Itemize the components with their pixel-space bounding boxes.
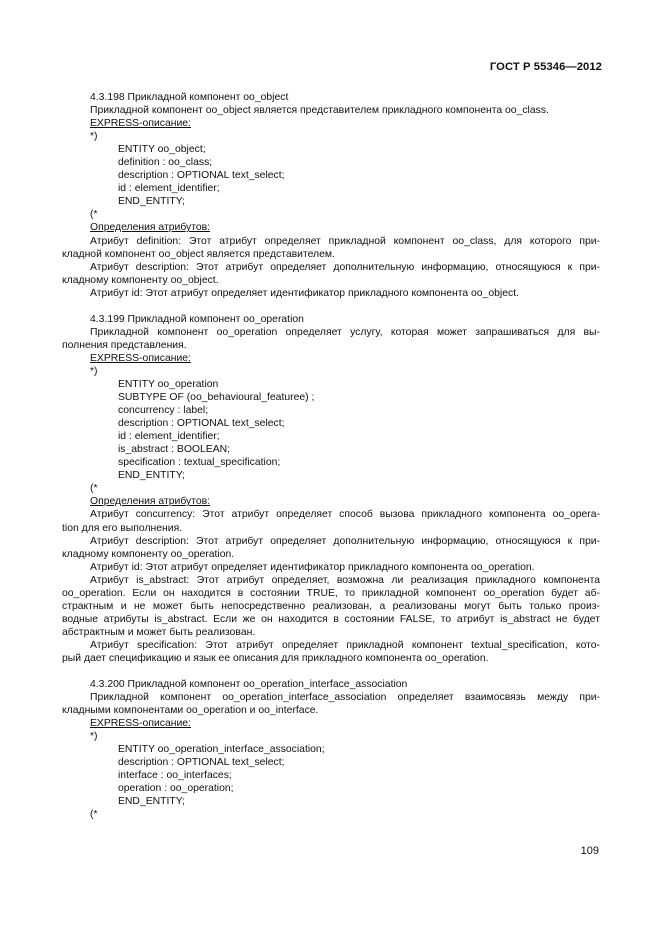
attribute-definition-line: Атрибут definition: Этот атрибут определяет прикладной компонент oo_class, для которого при- (90, 235, 600, 247)
section-heading: 4.3.200 Прикладной компонент oo_operation_interface_association (90, 679, 408, 691)
document-body (62, 91, 600, 822)
section-description-line: кладными компонентами oo_operation и oo_interface. (62, 705, 319, 717)
code-line: ENTITY oo_operation (118, 378, 219, 390)
attribute-definition-line: страктным и не может быть непосредственно реализован, а реализованы могут быть только произ- (62, 600, 600, 612)
code-line: interface : oo_interfaces; (118, 770, 232, 782)
code-line: END_ENTITY; (118, 796, 185, 808)
attribute-definition-line: водные атрибуты is_abstract. Если же он находится в состоянии FALSE, то атрибут is_abstract не будет (62, 613, 600, 625)
code-line: ENTITY oo_object; (118, 144, 206, 156)
attribute-definition-line: кладной компонент oo_object является представителем. (62, 248, 335, 260)
attributes-label: Определения атрибутов: (90, 496, 211, 508)
section-heading: 4.3.199 Прикладной компонент oo_operation (90, 313, 304, 325)
attribute-definition-line: Атрибут description: Этот атрибут определяет дополнительную информацию, относящуюся к при- (90, 261, 600, 273)
standard-header: ГОСТ Р 55346—2012 (489, 61, 602, 73)
attribute-definition-line: кладному компоненту oo_operation. (62, 548, 235, 560)
code-line: SUBTYPE OF (oo_behavioural_featuree) ; (118, 392, 315, 404)
comment-open-marker: (* (90, 483, 98, 495)
code-line: ENTITY oo_operation_interface_association; (118, 744, 325, 756)
attribute-definition-line: абстрактным и может быть реализован. (62, 626, 256, 638)
section-spacer (62, 300, 600, 313)
attribute-definition-line: Атрибут concurrency: Этот атрибут определяет способ вызова прикладного компонента oo_opera- (90, 509, 600, 521)
section-spacer (62, 665, 600, 678)
code-line: is_abstract : BOOLEAN; (118, 444, 231, 456)
section-description-line: Прикладной компонент oo_operation_interface_association определяет взаимосвязь между при- (90, 692, 600, 704)
code-line: specification : textual_specification; (118, 457, 281, 469)
comment-open-marker: (* (90, 209, 98, 221)
attributes-label: Определения атрибутов: (90, 222, 211, 234)
code-line: END_ENTITY; (118, 470, 185, 482)
section-heading: 4.3.198 Прикладной компонент oo_object (90, 92, 289, 103)
attribute-definition-line: Атрибут specification: Этот атрибут определяет прикладной компонент textual_specification, кото- (90, 639, 600, 651)
code-line: id : element_identifier; (118, 183, 220, 195)
code-line: description : OPTIONAL text_select; (118, 170, 285, 182)
code-line: operation : oo_operation; (118, 783, 234, 795)
express-label: EXPRESS-описание: (90, 718, 191, 730)
comment-close-marker: *) (90, 731, 98, 743)
express-label: EXPRESS-описание: (90, 352, 191, 364)
section-description-line: Прикладной компонент oo_object является представителем прикладного компонента oo_class. (90, 105, 549, 117)
attribute-definition-line: tion для его выполнения. (62, 522, 183, 534)
section-description-line: полнения представления. (62, 339, 187, 351)
code-line: END_ENTITY; (118, 196, 185, 208)
attribute-definition-line: Атрибут id: Этот атрибут определяет идентификатор прикладного компонента oo_object. (90, 287, 519, 299)
attribute-definition-line: кладному компоненту oo_object. (62, 274, 219, 286)
comment-close-marker: *) (90, 131, 98, 143)
page-number: 109 (580, 845, 599, 857)
comment-close-marker: *) (90, 365, 98, 377)
code-line: description : OPTIONAL text_select; (118, 418, 285, 430)
attribute-definition-line: Атрибут id: Этот атрибут определяет идентификатор прикладного компонента oo_operation. (90, 561, 535, 573)
code-line: concurrency : label; (118, 405, 209, 417)
code-line: description : OPTIONAL text_select; (118, 757, 285, 769)
attribute-definition-line: Атрибут description: Этот атрибут определяет дополнительную информацию, относящуюся к при- (90, 535, 600, 547)
attribute-definition-line: oo_operation. Если он находится в состоянии TRUE, то прикладной компонент oo_operation будет аб- (62, 587, 600, 599)
attribute-definition-line: рый дает спецификацию и язык ее описания для прикладного компонента oo_operation. (62, 652, 489, 664)
attribute-definition-line: Атрибут is_abstract: Этот атрибут определяет, возможна ли реализация прикладного компонента (90, 574, 600, 586)
code-line: id : element_identifier; (118, 431, 220, 443)
section-description-line: Прикладной компонент oo_operation определяет услугу, которая может запрашиваться для вы- (90, 326, 600, 338)
code-line: definition : oo_class; (118, 157, 213, 169)
comment-open-marker: (* (90, 809, 98, 821)
express-label: EXPRESS-описание: (90, 118, 191, 130)
